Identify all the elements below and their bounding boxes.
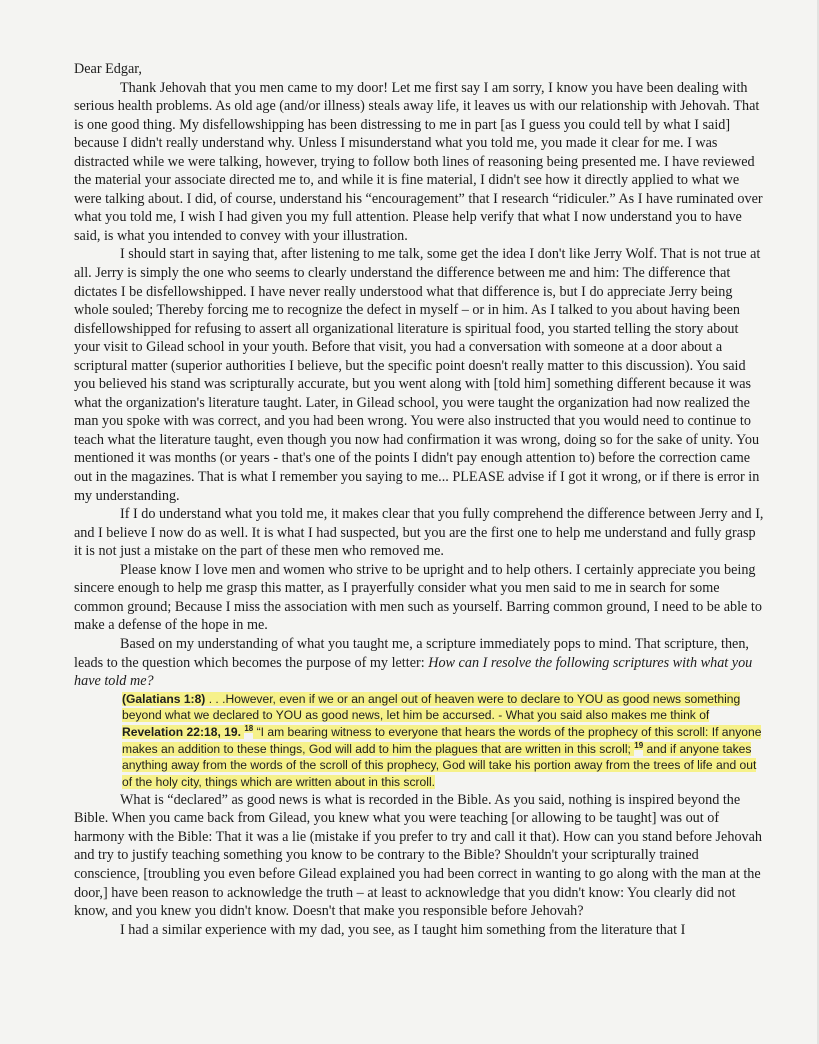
paragraph-5-text: Based on my understanding of what you taught me, a scripture immediately pops to mind. That scripture, then, leads to the question which becomes the purpose of my letter: xyxy=(74,635,749,671)
paragraph-6: What is “declared” as good news is what is recorded in the Bible. As you said, nothing is inspired beyond the Bible. When you came back from Gilead, you knew what you were teaching [or allowing to be taught] was out of harmony with the Bible: That it was a lie (mistake if you prefer to try and call it that). How can you stand before Jehovah and try to justify teaching something you know to be contrary to the Bible? Shouldn't your scripturally trained conscience, [troubling you even before Gilead explained you had been correct in wanting to go along with the man at the door,] have been reason to acknowledge the truth – at least to acknowledge that you didn't know: You clearly did not know, and you knew you didn't know. Doesn't that make you responsible before Jehovah? xyxy=(74,791,763,920)
salutation: Dear Edgar, xyxy=(74,61,142,77)
paragraph-1: Thank Jehovah that you men came to my door! Let me first say I am sorry, I know you have been dealing with serious health problems. As old age (and/or illness) steals away life, it leaves us with our relationship with Jehovah. That is one good thing. My disfellowshipping has been distressing to me in part [as I guess you could tell by what I said] because I didn't really understand why. Unless I misunderstand what you told me, you made it clear for me. I was distracted while we were talking, however, trying to follow both lines of reasoning being presented me. I have reviewed the material your associate directed me to, and while it is fine material, I didn't see how it directly applied to what we were talking about. I did, of course, understand his “encouragement” that I research “ridiculer.” As I have ruminated over what you told me, I wish I had given you my full attention. Please help verify that what I now understand you to have said, is what you intended to convey with your illustration. xyxy=(74,79,763,244)
scripture-reference-revelation: Revelation 22:18, 19. xyxy=(122,725,241,739)
letter-body xyxy=(74,60,764,939)
scripture-reference-galatians: (Galatians 1:8) xyxy=(122,691,206,706)
quote-text-galatians: . . .However, even if we or an angel out of heaven were to declare to YOU as good news something beyond what we declared to YOU as good news, let him be accursed. - What you said also makes me think of xyxy=(122,691,741,723)
verse-number-19: 19 xyxy=(634,740,644,750)
quote-text-verse-18: “I am bearing witness to everyone that hears the words of the prophecy of this scroll: If anyone makes an addition to these things, God will add to him the plagues that are written in this scroll; xyxy=(122,725,762,756)
highlighted-scripture-quote xyxy=(74,691,764,791)
paragraph-7: I had a similar experience with my dad, you see, as I taught him something from the literature that I xyxy=(120,921,686,938)
paragraph-5-question: How can I resolve the following scriptures with what you have told me? xyxy=(74,654,753,690)
quote-text-verse-19: and if anyone takes anything away from the words of the scroll of this prophecy, God will take his portion away from the trees of life and out of the holy city, things which are written about in this scroll. xyxy=(122,741,757,790)
paragraph-4: Please know I love men and women who strive to be upright and to help others. I certainly appreciate you being sincere enough to help me grasp this matter, as I prayerfully consider what you men said to me in search for some common ground; Because I miss the association with men such as yourself. Barring common ground, I need to be able to make a defense of the hope in me. xyxy=(74,561,762,634)
paragraph-5 xyxy=(74,635,764,691)
paragraph-2: I should start in saying that, after listening to me talk, some get the idea I don't like Jerry Wolf. That is not true at all. Jerry is simply the one who seems to clearly understand the difference between me and him: The difference that dictates I be disfellowshipped. I have never really understood what that difference is, but I do appreciate Jerry being whole souled; Thereby forcing me to recognize the defect in myself – or in him. As I talked to you about having been disfellowshipped for refusing to assert all organizational literature is spiritual food, you started telling the story about your visit to Gilead school in your youth. Before that visit, you had a conversation with someone at a door about a scriptural matter (superior authorities I believe, but the specific point doesn't really matter to this discussion). You said you believed his stand was scripturally accurate, but you went along with [told him] something different because it was what the organization's literature taught. Later, in Gilead school, you were taught the organization had now realized the man you spoke with was correct, and you had been wrong. You were also instructed that you would need to continue to teach what the literature taught, even though you now had confirmation it was wrong, doing so for the sake of unity. You mentioned it was months (or years - that's one of the points I didn't pay enough attention to) before the correction came out in the magazines. That is what I remember you saying to me... PLEASE advise if I got it wrong, or if there is error in my understanding. xyxy=(74,246,761,504)
paragraph-3: If I do understand what you told me, it makes clear that you fully comprehend the difference between Jerry and I, and I believe I now do as well. It is what I had suspected, but you are the first one to help me understand and fully grasp it is not just a mistake on the part of these men who removed me. xyxy=(74,506,764,560)
verse-number-18: 18 xyxy=(244,723,254,733)
